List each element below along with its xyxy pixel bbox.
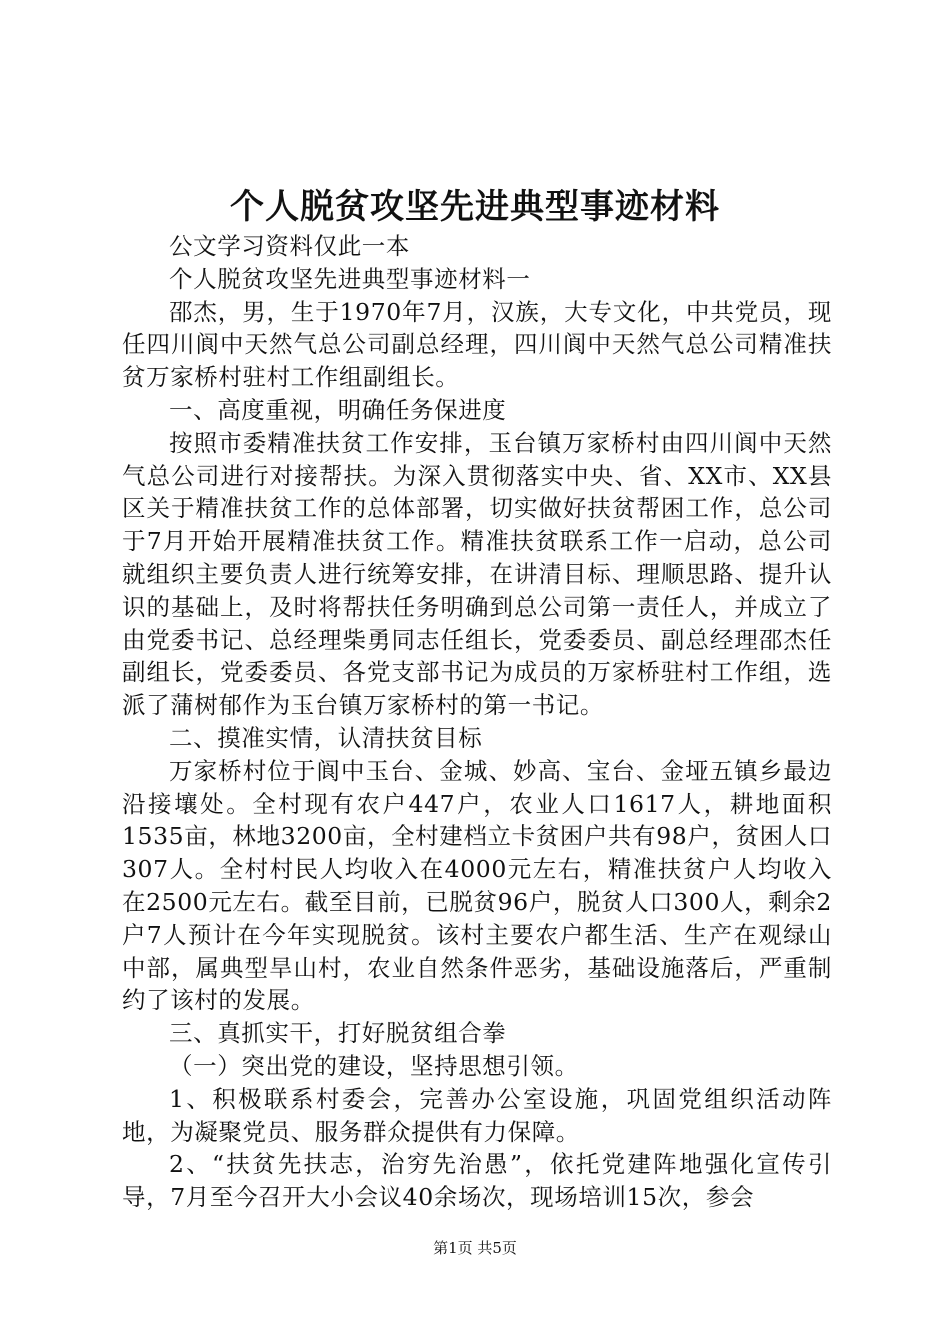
- paragraph: 1、积极联系村委会，完善办公室设施，巩固党组织活动阵地，为凝聚党员、服务群众提供有力保障。: [122, 1084, 832, 1146]
- document-title: 个人脱贫攻坚先进典型事迹材料: [230, 187, 720, 227]
- paragraph: 邵杰，男，生于1970年7月，汉族，大专文化，中共党员，现任四川阆中天然气总公司副总经理，四川阆中天然气总公司精准扶贫万家桥村驻村工作组副组长。: [122, 297, 832, 392]
- document-body: [122, 230, 832, 1214]
- section-heading: 二、摸准实情，认清扶贫目标: [169, 723, 483, 752]
- paragraph: 个人脱贫攻坚先进典型事迹材料一: [169, 264, 531, 293]
- section-heading: 一、高度重视，明确任务保进度: [169, 395, 507, 424]
- subsection-heading: （一）突出党的建设，坚持思想引领。: [169, 1051, 579, 1080]
- paragraph: 2、“扶贫先扶志，治穷先治愚”，依托党建阵地强化宣传引导，7月至今召开大小会议40余场次，现场培训15次，参会: [122, 1150, 832, 1212]
- page-footer: 第1页 共5页: [433, 1239, 517, 1257]
- paragraph: 公文学习资料仅此一本: [169, 232, 410, 260]
- paragraph: 按照市委精准扶贫工作安排，玉台镇万家桥村由四川阆中天然气总公司进行对接帮扶。为深入贯彻落实中央、省、XX市、XX县区关于精准扶贫工作的总体部署，切实做好扶贫帮困工作，总公司于7月开始开展精准扶贫工作。精准扶贫联系工作一启动，总公司就组织主要负责人进行统筹安排，在讲清目标、理顺思路、提升认识的基础上，及时将帮扶任务明确到总公司第一责任人，并成立了由党委书记、总经理柴勇同志任组长，党委委员、副总经理邵杰任副组长，党委委员、各党支部书记为成员的万家桥驻村工作组，选派了蒲树郁作为玉台镇万家桥村的第一书记。: [122, 428, 832, 720]
- paragraph: 万家桥村位于阆中玉台、金城、妙高、宝台、金垭五镇乡最边沿接壤处。全村现有农户447户，农业人口1617人，耕地面积1535亩，林地3200亩，全村建档立卡贫困户共有98户，贫困人口307人。全村村民人均收入在4000元左右，精准扶贫户人均收入在2500元左右。截至目前，已脱贫96户，脱贫人口300人，剩余2户7人预计在今年实现脱贫。该村主要农户都生活、生产在观绿山中部，属典型旱山村，农业自然条件恶劣，基础设施落后，严重制约了该村的发展。: [122, 756, 832, 1015]
- section-heading: 三、真抓实干，打好脱贫组合拳: [169, 1019, 507, 1048]
